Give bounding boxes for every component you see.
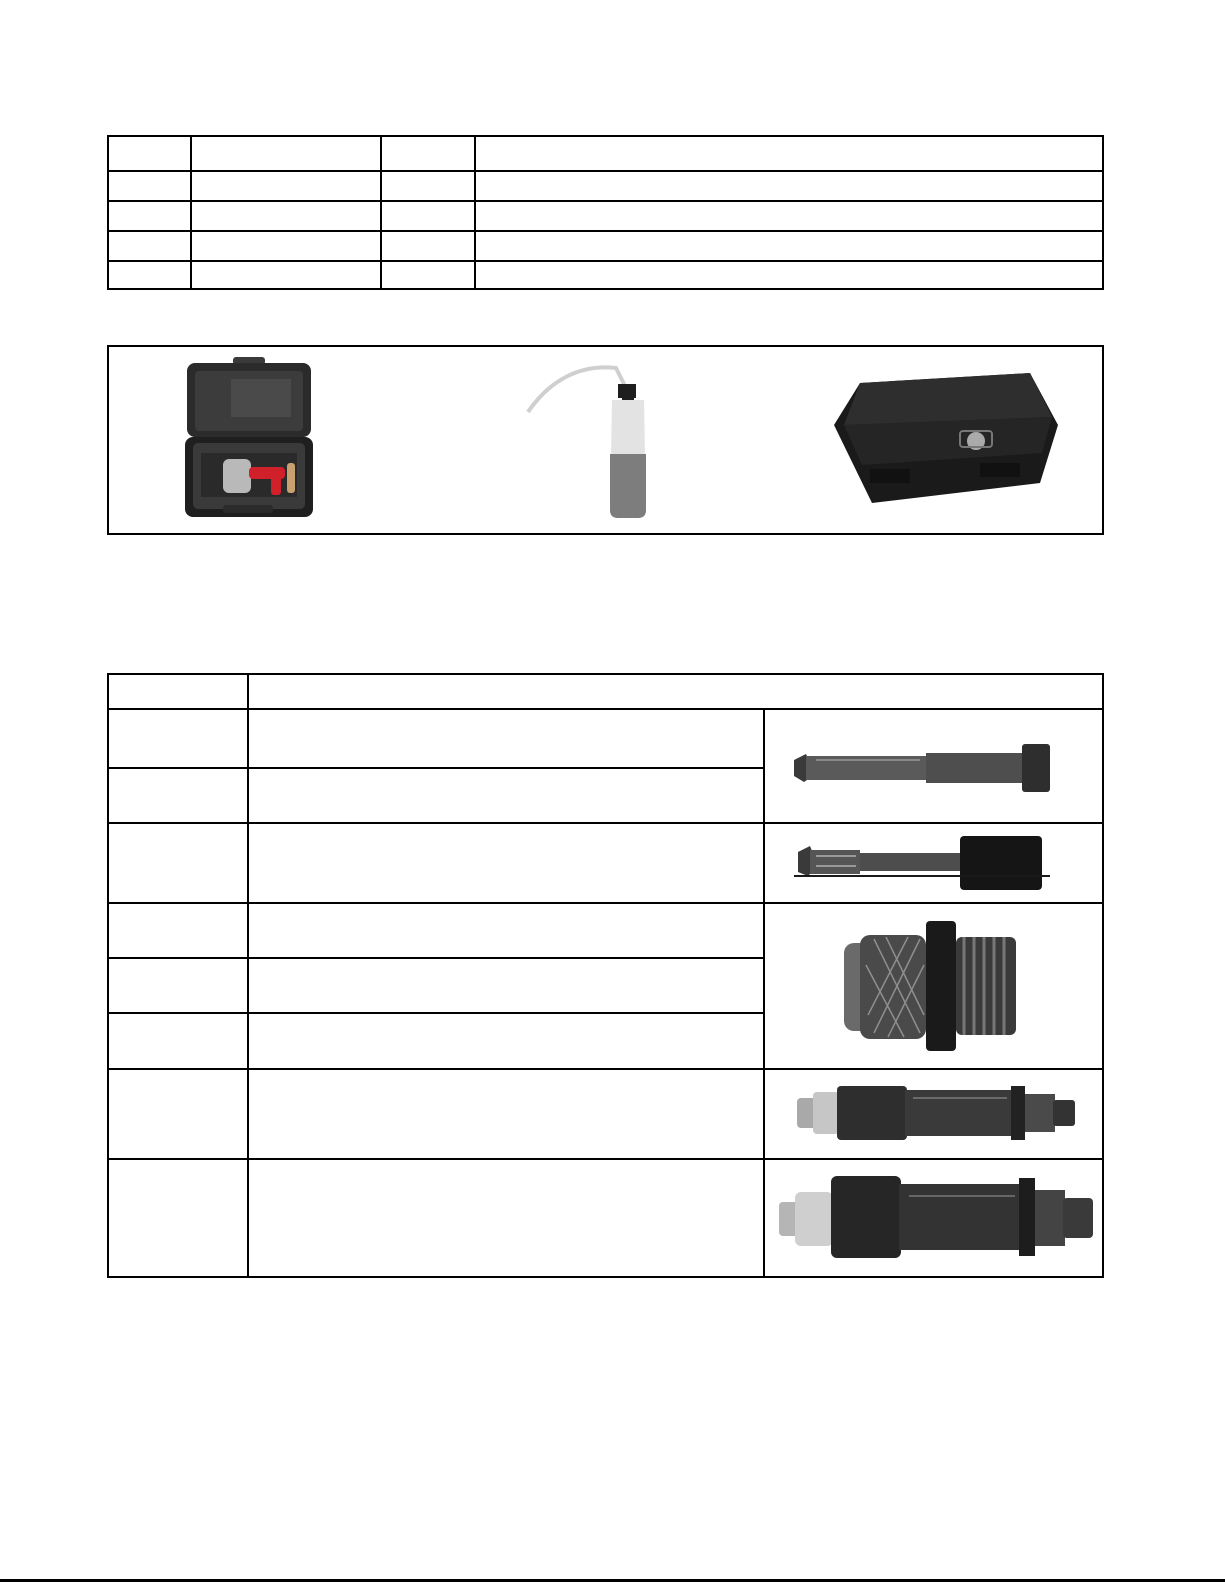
tool-kit-case-icon	[183, 355, 315, 522]
parts-table-col-line	[247, 673, 249, 1278]
jaw-mandrel-icon	[792, 832, 1052, 894]
top-table-col-line	[474, 135, 476, 290]
closed-case-icon	[830, 365, 1060, 510]
parts-table-row-line	[107, 1012, 764, 1014]
parts-table-header-line	[107, 708, 1104, 710]
parts-table-row-line	[107, 957, 764, 959]
top-table-row-line	[107, 170, 1104, 172]
knurled-adapter-icon	[840, 915, 1022, 1057]
top-table-col-line	[380, 135, 382, 290]
parts-table-row-line	[107, 822, 1104, 824]
top-table-row-line	[107, 200, 1104, 202]
oil-bottle-icon	[520, 360, 650, 520]
mandrel-icon	[790, 740, 1055, 795]
top-table-row-line	[107, 230, 1104, 232]
top-table-row-line	[107, 260, 1104, 262]
parts-table-row-line	[107, 767, 764, 769]
nose-assembly-icon	[793, 1080, 1078, 1145]
parts-table-row-line	[107, 1068, 1104, 1070]
parts-table-col-line	[763, 708, 765, 1278]
parts-table-row-line	[107, 1158, 1104, 1160]
parts-table-row-line	[107, 902, 1104, 904]
top-table-border	[107, 135, 1104, 290]
page-bottom-rule	[0, 1579, 1225, 1582]
top-table-col-line	[190, 135, 192, 290]
large-nose-assembly-icon	[775, 1168, 1097, 1266]
